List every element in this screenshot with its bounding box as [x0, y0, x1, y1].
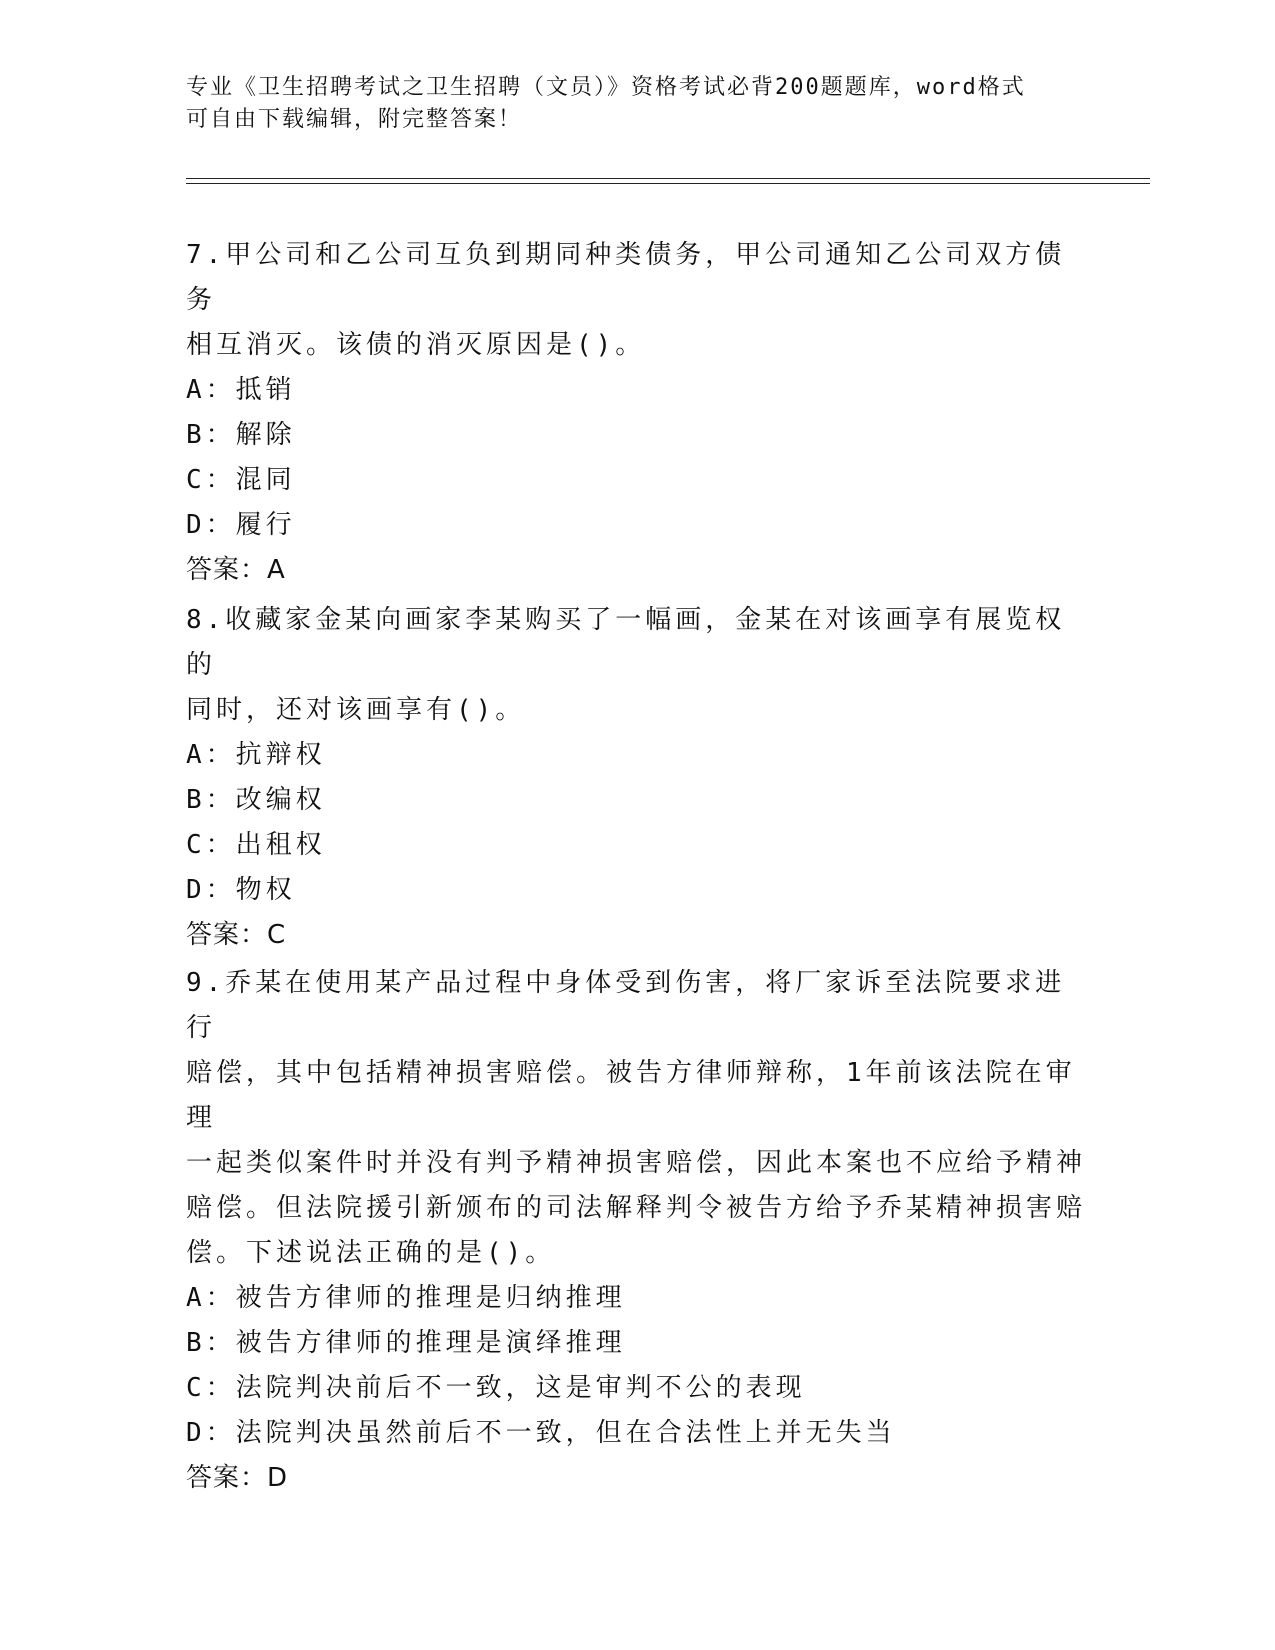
option-d: D：物权 [186, 875, 296, 905]
option-d: D：履行 [186, 510, 296, 540]
question-stem-line: 赔偿，其中包括精神损害赔偿。被告方律师辩称，1年前该法院在审理 [186, 1058, 1076, 1133]
question-7 [186, 233, 1086, 593]
option-a: A：抵销 [186, 375, 296, 405]
header-line-1: 专业《卫生招聘考试之卫生招聘（文员）》资格考试必背200题题库，word格式 [186, 75, 1026, 100]
option-a: A：抗辩权 [186, 740, 326, 770]
answer-line: 答案：D [186, 1463, 289, 1493]
question-stem-line: 8.收藏家金某向画家李某购买了一幅画，金某在对该画享有展览权的 [186, 605, 1066, 680]
question-9 [186, 961, 1086, 1501]
option-c: C：法院判决前后不一致，这是审判不公的表现 [186, 1373, 806, 1403]
option-d: D：法院判决虽然前后不一致，但在合法性上并无失当 [186, 1418, 896, 1448]
option-b: B：被告方律师的推理是演绎推理 [186, 1328, 626, 1358]
header-divider-top [186, 178, 1150, 179]
question-8 [186, 598, 1086, 958]
option-b: B：改编权 [186, 785, 326, 815]
answer-line: 答案：C [186, 920, 287, 950]
header-divider-bottom [186, 183, 1150, 184]
header-line-2: 可自由下载编辑，附完整答案！ [186, 107, 523, 132]
option-c: C：出租权 [186, 830, 326, 860]
question-stem-line: 7.甲公司和乙公司互负到期同种类债务，甲公司通知乙公司双方债务 [186, 240, 1066, 315]
question-stem-line: 赔偿。但法院援引新颁布的司法解释判令被告方给予乔某精神损害赔 [186, 1193, 1087, 1223]
question-stem-line: 9.乔某在使用某产品过程中身体受到伤害，将厂家诉至法院要求进行 [186, 968, 1066, 1043]
option-a: A：被告方律师的推理是归纳推理 [186, 1283, 626, 1313]
question-stem-line: 同时，还对该画享有()。 [186, 695, 526, 725]
question-stem-line: 偿。下述说法正确的是()。 [186, 1238, 556, 1268]
document-header [186, 72, 1066, 136]
option-c: C：混同 [186, 465, 296, 495]
option-b: B：解除 [186, 420, 296, 450]
answer-line: 答案：A [186, 555, 286, 585]
question-stem-line: 一起类似案件时并没有判予精神损害赔偿，因此本案也不应给予精神 [186, 1148, 1087, 1178]
question-stem-line: 相互消灭。该债的消灭原因是()。 [186, 330, 646, 360]
